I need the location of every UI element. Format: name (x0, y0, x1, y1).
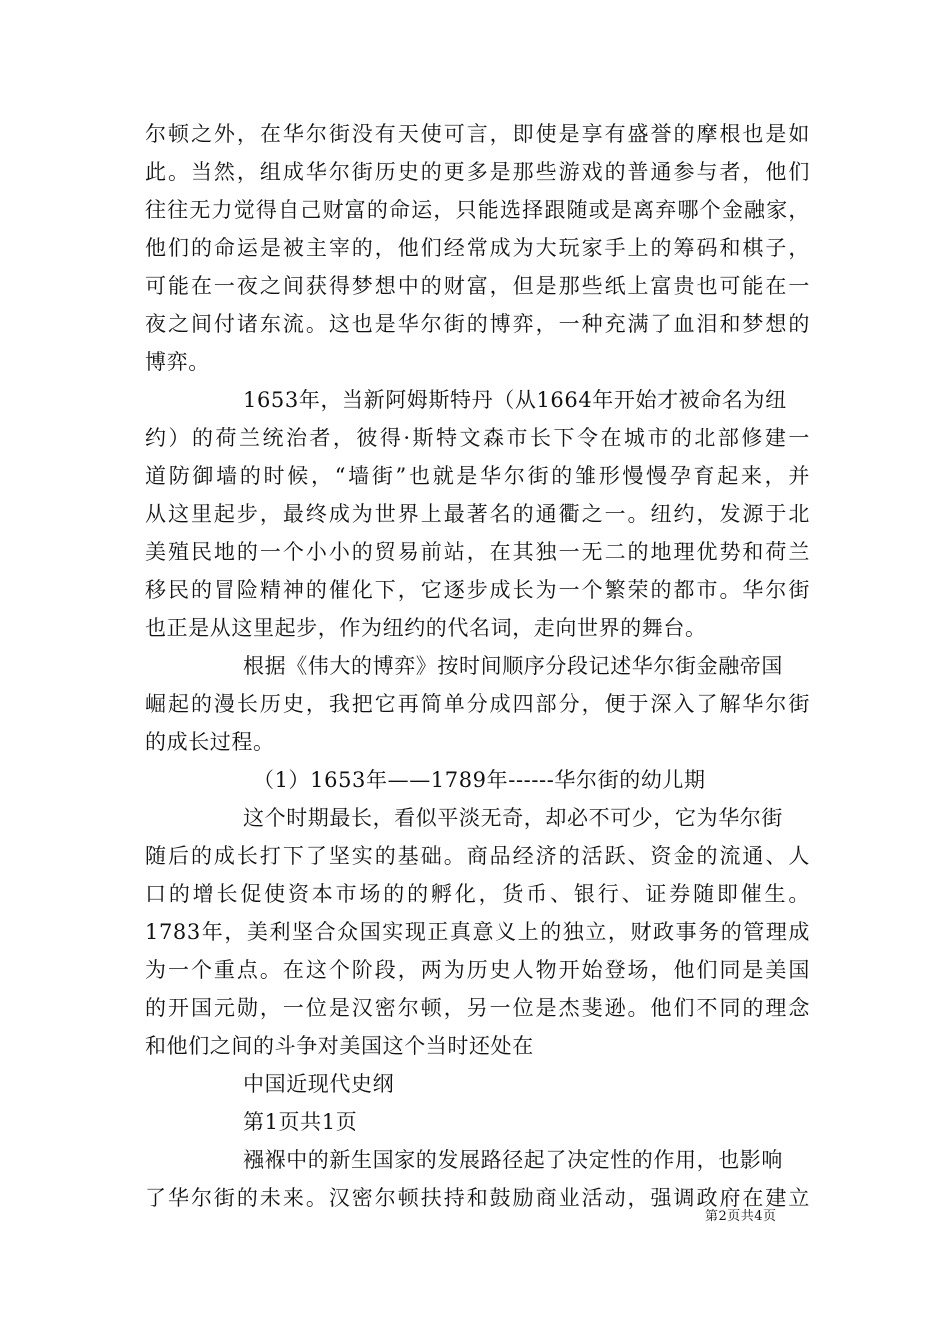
text-line: 1783年，美利坚合众国实现正真意义上的独立，财政事务的管理成 (145, 920, 810, 944)
text-line: 的开国元勋，一位是汉密尔顿，另一位是杰斐逊。他们不同的理念 (145, 996, 810, 1020)
text-line: 也正是从这里起步，作为纽约的代名词，走向世界的舞台。 (145, 616, 707, 640)
inline-page-label: 第1页共1页 (243, 1110, 358, 1134)
text-line: 崛起的漫长历史，我把它再简单分成四部分，便于深入了解华尔街 (145, 692, 810, 716)
page-number-footer: 第2页共4页 (705, 1209, 777, 1224)
text-line: 了华尔街的未来。汉密尔顿扶持和鼓励商业活动，强调政府在建立 (145, 1186, 810, 1210)
text-line: 尔顿之外，在华尔街没有天使可言，即使是享有盛誉的摩根也是如 (145, 122, 810, 146)
body-text (145, 115, 810, 1217)
text-line: 夜之间付诸东流。这也是华尔街的博弈，一种充满了血泪和梦想的 (145, 312, 810, 336)
text-line: 往往无力觉得自己财富的命运，只能选择跟随或是离弃哪个金融家， (145, 198, 810, 222)
section-heading: （1）1653年——1789年------华尔街的幼儿期 (253, 768, 706, 792)
text-line: 他们的命运是被主宰的，他们经常成为大玩家手上的筹码和棋子， (145, 236, 810, 260)
text-line: 口的增长促使资本市场的的孵化，货币、银行、证券随即催生。 (145, 882, 810, 906)
text-line: 从这里起步，最终成为世界上最著名的通衢之一。纽约，发源于北 (145, 502, 810, 526)
text-line: 约）的荷兰统治者，彼得·斯特文森市长下令在城市的北部修建一 (145, 426, 810, 450)
paragraph-start-line: 根据《伟大的博弈》按时间顺序分段记述华尔街金融帝国 (243, 654, 783, 678)
text-line: 美殖民地的一个小小的贸易前站，在其独一无二的地理优势和荷兰 (145, 540, 810, 564)
text-line: 可能在一夜之间获得梦想中的财富，但是那些纸上富贵也可能在一 (145, 274, 810, 298)
text-line: 随后的成长打下了坚实的基础。商品经济的活跃、资金的流通、人 (145, 844, 810, 868)
text-line: 移民的冒险精神的催化下，它逐步成长为一个繁荣的都市。华尔街 (145, 578, 810, 602)
text-line: 博弈。 (145, 350, 210, 374)
text-line: 此。当然，组成华尔街历史的更多是那些游戏的普通参与者，他们 (145, 160, 810, 184)
paragraph-start-line: 1653年，当新阿姆斯特丹（从1664年开始才被命名为纽 (243, 388, 787, 412)
text-line: 和他们之间的斗争对美国这个当时还处在 (145, 1034, 534, 1058)
paragraph-start-line: 襁褓中的新生国家的发展路径起了决定性的作用，也影响 (243, 1148, 783, 1172)
paragraph-start-line: 这个时期最长，看似平淡无奇，却必不可少，它为华尔街 (243, 806, 783, 830)
text-line: 道防御墙的时候，“墙街”也就是华尔街的雏形慢慢孕育起来，并 (145, 464, 810, 488)
inline-header-text: 中国近现代史纲 (243, 1072, 395, 1096)
text-line: 为一个重点。在这个阶段，两为历史人物开始登场，他们同是美国 (145, 958, 810, 982)
text-line: 的成长过程。 (145, 730, 275, 754)
